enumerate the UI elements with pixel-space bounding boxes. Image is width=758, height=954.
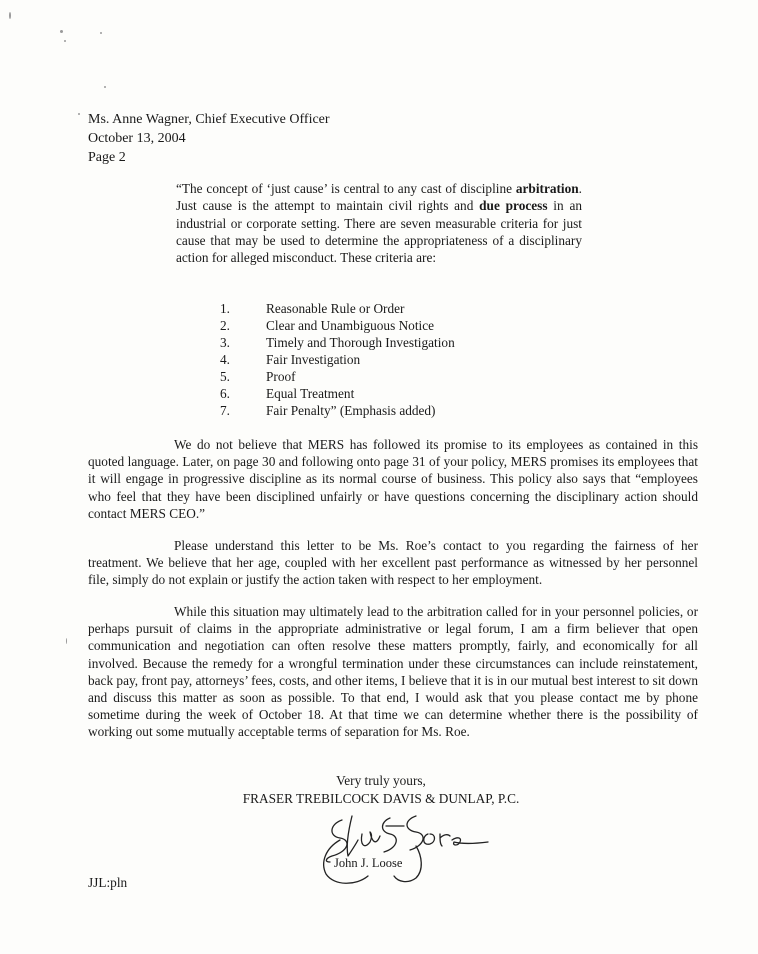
scan-speck [78,113,80,115]
list-item-text: Proof [266,369,296,384]
paragraph-text: Please understand this letter to be Ms. Roe’s contact to you regarding the fairness of her treatment. We believe that her age, coupled with her excellent past performance as witnessed by her personnel file, simply do not explain or justify the action taken with respect to her employment. [88,538,698,588]
list-item-number: 6. [220,386,230,401]
list-item-number: 2. [220,318,230,333]
list-item-number: 5. [220,369,230,384]
paragraph-text: While this situation may ultimately lead to the arbitration called for in your personnel policies, or perhaps pursuit of claims in the appropriate administrative or legal forum, I am a firm believer that open communication and negotiation can often resolve these matters promptly, fairly, and economically for all involved. Because the remedy for a wrongful termination under these circumstances can include reinstatement, back pay, front pay, attorneys’ fees, costs, and other items, I believe that it is in our mutual best interest to sit down and discuss this matter as soon as possible. To that end, I would ask that you please contact me by phone sometime during the week of October 18. At that time we can determine whether there is the possibility of working out some mutually acceptable terms of separation for Ms. Roe. [88,604,698,740]
block-quote [176,180,582,266]
body-paragraph-2 [88,537,698,589]
list-item-text: Fair Penalty” (Emphasis added) [266,403,436,418]
date-line: October 13, 2004 [88,131,186,146]
list-item-number: 4. [220,352,230,367]
list-item [220,334,455,351]
quote-emphasis: arbitration [515,181,579,196]
quote-emphasis: due process [479,198,548,214]
list-item [220,385,455,402]
list-item-number: 3. [220,335,230,350]
letter-header [88,110,330,167]
scan-speck [104,86,106,88]
body-paragraph-3 [88,603,698,741]
criteria-list [220,300,455,419]
scan-speck [100,32,102,34]
closing-block [226,772,536,808]
typist-initials: JJL:pln [88,875,128,890]
page-number: Page 2 [88,150,126,165]
salutation: Very truly yours, [336,773,426,788]
list-item [220,317,455,334]
quote-text: . Just cause is the attempt to maintain civil rights and [176,181,582,214]
quote-text: in an industrial or corporate setting. There are seven measurable criteria for just cause that may be used to determine the appropriateness of a disciplinary action for alleged misconduct. These criteria are: [176,198,582,266]
firm-name: FRASER TREBILCOCK DAVIS & DUNLAP, P.C. [242,791,520,806]
scan-speck [9,12,11,19]
scan-speck [64,40,66,42]
scan-speck [66,638,67,644]
list-item [220,351,455,368]
scan-speck [60,30,63,33]
list-item [220,300,455,317]
body-paragraph-1 [88,436,698,522]
recipient-line: Ms. Anne Wagner, Chief Executive Officer [88,112,330,127]
list-item-text: Equal Treatment [266,386,355,401]
list-item-text: Clear and Unambiguous Notice [266,318,435,333]
signer-name: John J. Loose [334,856,403,870]
list-item-number: 1. [220,301,230,316]
paragraph-text: We do not believe that MERS has followed its promise to its employees as contained in this quoted language. Later, on page 30 and following onto page 31 of your policy, MERS promises its employees that it will engage in progressive discipline as its normal course of business. This policy also says that “employees who feel that they have been disciplined unfairly or have questions concerning the disciplinary action should contact MERS CEO.” [88,437,698,521]
list-item-text: Timely and Thorough Investigation [266,335,455,350]
list-item-number: 7. [220,403,230,418]
list-item-text: Fair Investigation [266,352,361,367]
quote-text: “The concept of ‘just cause’ is central to any cast of discipline [176,181,516,196]
list-item [220,368,455,385]
list-item-text: Reasonable Rule or Order [266,301,405,316]
list-item [220,402,455,419]
handwritten-signature [312,806,502,888]
